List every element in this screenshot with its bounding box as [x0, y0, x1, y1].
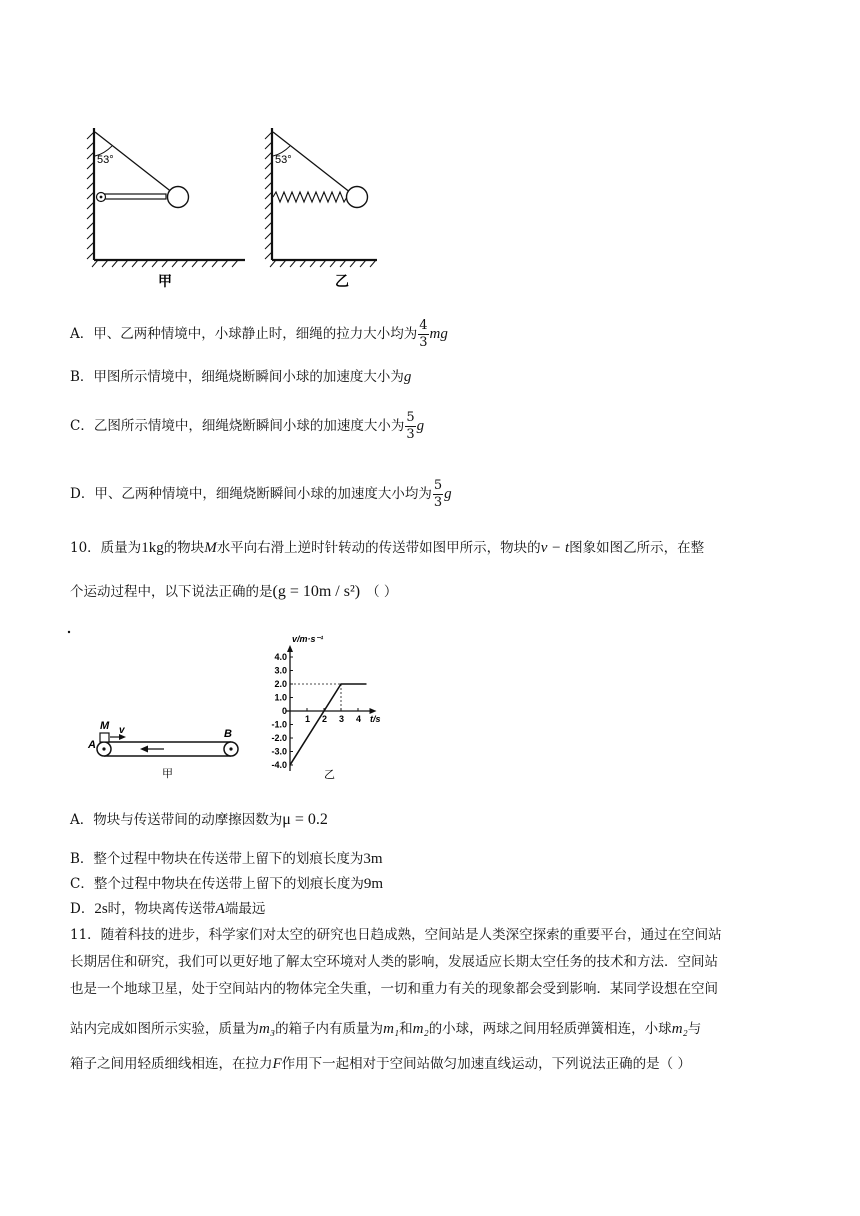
q11-line5: 箱子之间用轻质细线相连，在拉力F作用下一起相对于空间站做匀加速直线运动，下列说法正确的是（ ） [70, 1056, 691, 1072]
vt-ylabel: v/m·s⁻¹ [292, 634, 324, 644]
vt-series-line [290, 684, 367, 765]
q9-option-d: D．甲、乙两种情境中，细绳烧断瞬间小球的加速度大小均为 $\frac{5}{3}$ g [70, 478, 452, 510]
label-v: v [119, 725, 125, 736]
y-tick-label: -4.0 [271, 760, 287, 770]
label-b: B [224, 728, 232, 740]
q10-option-c: C．整个过程中物块在传送带上留下的划痕长度为9m [70, 876, 384, 892]
y-tick-label: -1.0 [271, 719, 287, 730]
x-tick-label: 2 [322, 714, 328, 724]
fraction: $\frac{5}{3}$ [406, 410, 415, 442]
x-tick-label: 3 [339, 714, 345, 724]
q10-option-a: A．物块与传送带间的动摩擦因数为μ = 0.2 [70, 811, 328, 828]
vt-xlabel: t/s [370, 714, 381, 724]
vt-graph [250, 630, 400, 785]
y-tick-label: 1.0 [274, 692, 287, 703]
q10-stem-line2: 个运动过程中，以下说法正确的是(g = 10m / s²) （ ） [70, 583, 398, 600]
q11-line1: 11．随着科技的进步，科学家们对太空的研究也日趋成熟，空间站是人类深空探索的重要平台，通过在空间站 [70, 927, 722, 943]
q9-option-c: C．乙图所示情境中，细绳烧断瞬间小球的加速度大小为 $\frac{5}{3}$ g [70, 410, 425, 442]
y-tick-label: -2.0 [271, 733, 287, 743]
y-tick-label: 4.0 [274, 652, 287, 662]
q10-stem-line1: 10．质量为1kg的物块M水平向右滑上逆时针转动的传送带如图甲所示，物块的v − t图象如图乙所示，在整 [70, 540, 705, 556]
figure-jia [87, 128, 245, 267]
caption-yi: 乙 [335, 273, 349, 289]
y-axis-arrow [287, 645, 293, 652]
q11-line2: 长期居住和研究，我们可以更好地了解太空环境对人类的影响，发展适应长期太空任务的技术和方法．空间站 [70, 954, 718, 970]
label-a: A [88, 739, 96, 751]
angle-label-jia: 53° [97, 154, 114, 166]
vt-caption: 乙 [324, 769, 335, 781]
q10-option-d: D．2s时，物块离传送带A端最远 [70, 901, 266, 917]
caption-belt-jia: 甲 [162, 768, 173, 780]
caption-jia: 甲 [158, 273, 172, 289]
fraction: $\frac{4}{3}$ [419, 318, 428, 350]
fraction: $\frac{5}{3}$ [433, 478, 443, 510]
x-tick-label: 1 [305, 714, 311, 724]
y-tick-label: 2.0 [274, 679, 287, 689]
q10-option-b: B．整个过程中物块在传送带上留下的划痕长度为3m [70, 851, 383, 867]
vt-axes [286, 645, 377, 771]
vt-series [290, 684, 367, 765]
q11-line4: 站内完成如图所示实验，质量为m₃的箱子内有质量为m₁和m₂的小球，两球之间用轻质弹簧相连，小球m₂与 [70, 1021, 702, 1037]
q9-option-a: A．甲、乙两种情境中，小球静止时，细绳的拉力大小均为 $\frac{4}{3}$ mg [70, 318, 448, 350]
figure-yi [265, 128, 377, 267]
x-tick-label: 4 [356, 714, 362, 724]
q11-line3: 也是一个地球卫星，处于空间站内的物体完全失重，一切和重力有关的现象都会受到影响．某同学设想在空间 [70, 981, 718, 997]
y-tick-label: -3.0 [271, 746, 287, 757]
angle-label-yi: 53° [275, 154, 292, 166]
q9-option-b: B．甲图所示情境中，细绳烧断瞬间小球的加速度大小为g [70, 369, 412, 385]
label-m: M [100, 720, 110, 732]
q9-figure [80, 120, 380, 290]
conveyor-figure [66, 625, 256, 785]
y-tick-label: 3.0 [274, 665, 287, 676]
y-tick-label: 0 [281, 706, 287, 716]
